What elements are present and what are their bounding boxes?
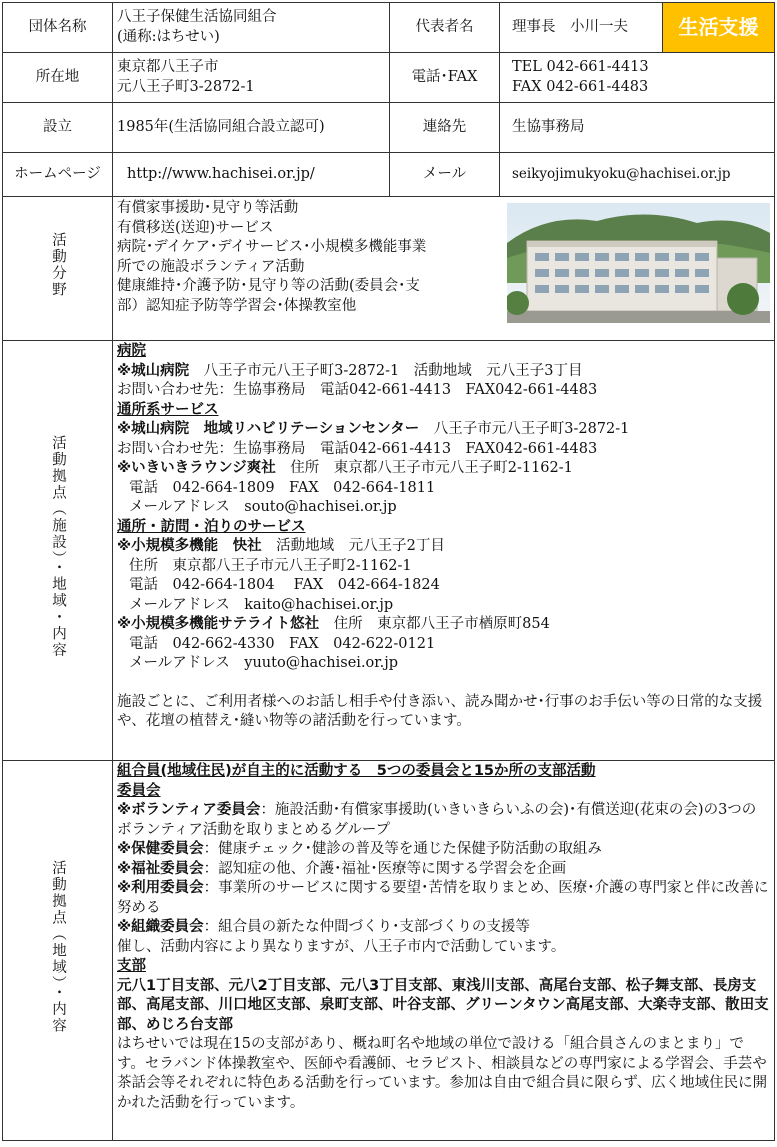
- souto-email: メールアドレス souto@hachisei.or.jp: [129, 499, 397, 515]
- rehab-center-name: ※城山病院 地域リハビリテーションセンター: [117, 421, 420, 437]
- contact-value: 生協事務局: [500, 103, 775, 153]
- row-homepage: [3, 153, 775, 197]
- rehab-center-address: 八王子市元八王子町3-2872-1: [419, 421, 630, 437]
- address-label: 所在地: [3, 53, 113, 103]
- spacer: [117, 674, 770, 693]
- contact-label: 連絡先: [390, 103, 500, 153]
- souto-entry: [117, 459, 770, 479]
- org-name-line2: (通称:はちせい): [117, 28, 220, 45]
- bases-facilities-label: 活動拠点（施設）・地域・内容: [3, 341, 113, 761]
- committee-volunteer-name: ※ボランティア委員会: [117, 802, 261, 818]
- row-address: [3, 53, 775, 103]
- section-multi-services: 通所・訪問・泊りのサービス: [117, 518, 306, 535]
- established-value: 1985年(生活協同組合設立認可): [113, 103, 390, 153]
- activity-item: 有償移送(送迎)サービス: [117, 219, 274, 236]
- committee-health-name: ※保健委員会: [117, 841, 204, 857]
- category-badge: 生活支援: [663, 3, 775, 53]
- section-day-services: 通所系サービス: [117, 401, 219, 418]
- established-label: 設立: [3, 103, 113, 153]
- org-name-label: 団体名称: [3, 3, 113, 53]
- section-community-main: 組合員(地域住民)が自主的に活動する 5つの委員会と15か所の支部活動: [117, 763, 596, 779]
- yuuto-name: ※小規模多機能サテライト悠社: [117, 616, 320, 632]
- committee-organization: [117, 918, 770, 938]
- row-established: [3, 103, 775, 153]
- kaito-area: 活動地域 元八王子2丁目: [261, 538, 445, 554]
- rehab-entry: [117, 420, 770, 440]
- phone-fax-label: 電話･FAX: [390, 53, 500, 103]
- email-link[interactable]: seikyojimukyoku@hachisei.or.jp: [500, 153, 775, 197]
- activity-fields-content: [113, 197, 775, 341]
- homepage-link[interactable]: http://www.hachisei.or.jp/: [113, 153, 390, 197]
- section-branches: 支部: [117, 958, 146, 974]
- yuuto-email: メールアドレス yuuto@hachisei.or.jp: [129, 655, 399, 671]
- committee-welfare: [117, 860, 770, 880]
- kaito-entry: [117, 537, 770, 557]
- facility-building-photo: [507, 203, 770, 323]
- souto-phone: 電話 042-664-1809 FAX 042-664-1811: [129, 479, 436, 496]
- activity-item: 有償家事援助･見守り等活動: [117, 200, 299, 216]
- kaito-phone: 電話 042-664-1804 FAX 042-664-1824: [129, 577, 440, 593]
- row-bases-community: [3, 761, 775, 1141]
- branch-list: 元八1丁目支部、元八2丁目支部、元八3丁目支部、東浅川支部、高尾台支部、松子舞支部、長房支部、高尾支部、川口地区支部、泉町支部、叶谷支部、グリーンタウン高尾支部、大楽寺支部、散田支部、めじろ台支部: [117, 977, 769, 1033]
- yuuto-entry: [117, 615, 770, 635]
- fax-number: FAX 042-661-4483: [512, 78, 649, 95]
- bases-community-content: [113, 761, 775, 1141]
- section-committees: 委員会: [117, 782, 161, 799]
- committee-welfare-desc: ：認知症の他、介護･福祉･医療等に関する学習会を企画: [203, 860, 567, 877]
- committee-note: 催し、活動内容により異なりますが、八王子市内で活動しています。: [117, 938, 566, 955]
- phone-fax-value: [500, 53, 775, 103]
- row-bases-facilities: [3, 341, 775, 761]
- activity-item: 病院･デイケア･デイサービス･小規模多機能事業: [117, 239, 427, 255]
- facilities-summary: 施設ごとに、ご利用者様へのお話し相手や付き添い、読み聞かせ･行事のお手伝い等の日常的な支援や、花壇の植替え･縫い物等の諸活動を行っています。: [117, 693, 763, 729]
- representative-label: 代表者名: [390, 3, 500, 53]
- committee-health-desc: ：健康チェック･健診の普及等を通じた保健予防活動の取組み: [203, 841, 602, 857]
- committee-welfare-name: ※福祉委員会: [117, 860, 204, 877]
- yuuto-address: 住所 東京都八王子市楢原町854: [319, 616, 550, 632]
- committee-usage: [117, 879, 770, 918]
- bases-facilities-content: [113, 341, 775, 761]
- address-line1: 東京都八王子市: [117, 59, 219, 75]
- row-organization: [3, 3, 775, 53]
- section-hospital: 病院: [117, 343, 146, 359]
- bases-community-label: 活動拠点（地域）・内容: [3, 761, 113, 1141]
- hospital-entry: [117, 362, 770, 382]
- hospital-name: ※城山病院: [117, 362, 190, 379]
- row-activity-fields: [3, 197, 775, 341]
- branch-description: はちせいでは現在15の支部があり、概ね町名や地域の単位で設ける「組合員さんのまとまり」です。セラバンド体操教室や、医師や看護師、セラピスト、相談員などの専門家による学習会、手芸や茶話会等それぞれに特色ある活動を行っています。参加は自由で組合員に限らず、広く地域住民に開かれた活動を行っています。: [117, 1036, 768, 1111]
- phone-number: TEL 042-661-4413: [512, 59, 649, 75]
- committee-organization-name: ※組織委員会: [117, 919, 204, 935]
- org-name-value: [113, 3, 390, 53]
- org-name-line1: 八王子保健生活協同組合: [117, 9, 277, 25]
- yuuto-phone: 電話 042-662-4330 FAX 042-622-0121: [129, 635, 436, 652]
- homepage-label: ホームページ: [3, 153, 113, 197]
- souto-name: ※いきいきラウンジ爽社: [117, 460, 276, 476]
- committee-organization-desc: ：組合員の新たな仲間づくり･支部づくりの支援等: [203, 919, 530, 935]
- committee-health: [117, 840, 770, 860]
- kaito-name: ※小規模多機能 快社: [117, 538, 262, 554]
- hospital-details: 八王子市元八王子町3-2872-1 活動地域 元八王子3丁目: [189, 362, 583, 379]
- activity-item: 健康維持･介護予防･見守り等の活動(委員会･支: [117, 278, 420, 294]
- hospital-contact: お問い合わせ先：生協事務局 電話042-661-4413 FAX042-661-4483: [117, 382, 598, 398]
- address-line2: 元八王子町3-2872-1: [117, 78, 255, 95]
- representative-value: 理事長 小川一夫: [500, 3, 663, 53]
- activity-item: 部）認知症予防等学習会･体操教室他: [117, 297, 357, 314]
- address-value: [113, 53, 390, 103]
- committee-usage-desc: ：事業所のサービスに関する要望･苦情を取りまとめ、医療･介護の専門家と伴に改善に努める: [117, 880, 769, 916]
- activity-fields-label: 活動分野: [3, 197, 113, 341]
- souto-address: 住所 東京都八王子市元八王子町2-1162-1: [275, 460, 573, 476]
- kaito-address: 住所 東京都八王子市元八王子町2-1162-1: [129, 557, 412, 574]
- activity-item: 所での施設ボランティア活動: [117, 258, 305, 275]
- rehab-contact: お問い合わせ先：生協事務局 電話042-661-4413 FAX042-661-4483: [117, 440, 598, 457]
- committee-volunteer: [117, 801, 770, 840]
- email-label: メール: [390, 153, 500, 197]
- committee-volunteer-desc: ：施設活動･有償家事援助(いきいきらいふの会)･有償送迎(花束の会)の3つのボランティア活動を取りまとめるグループ: [117, 802, 757, 838]
- committee-usage-name: ※利用委員会: [117, 880, 204, 896]
- info-table: [2, 2, 775, 1141]
- kaito-email: メールアドレス kaito@hachisei.or.jp: [129, 596, 394, 613]
